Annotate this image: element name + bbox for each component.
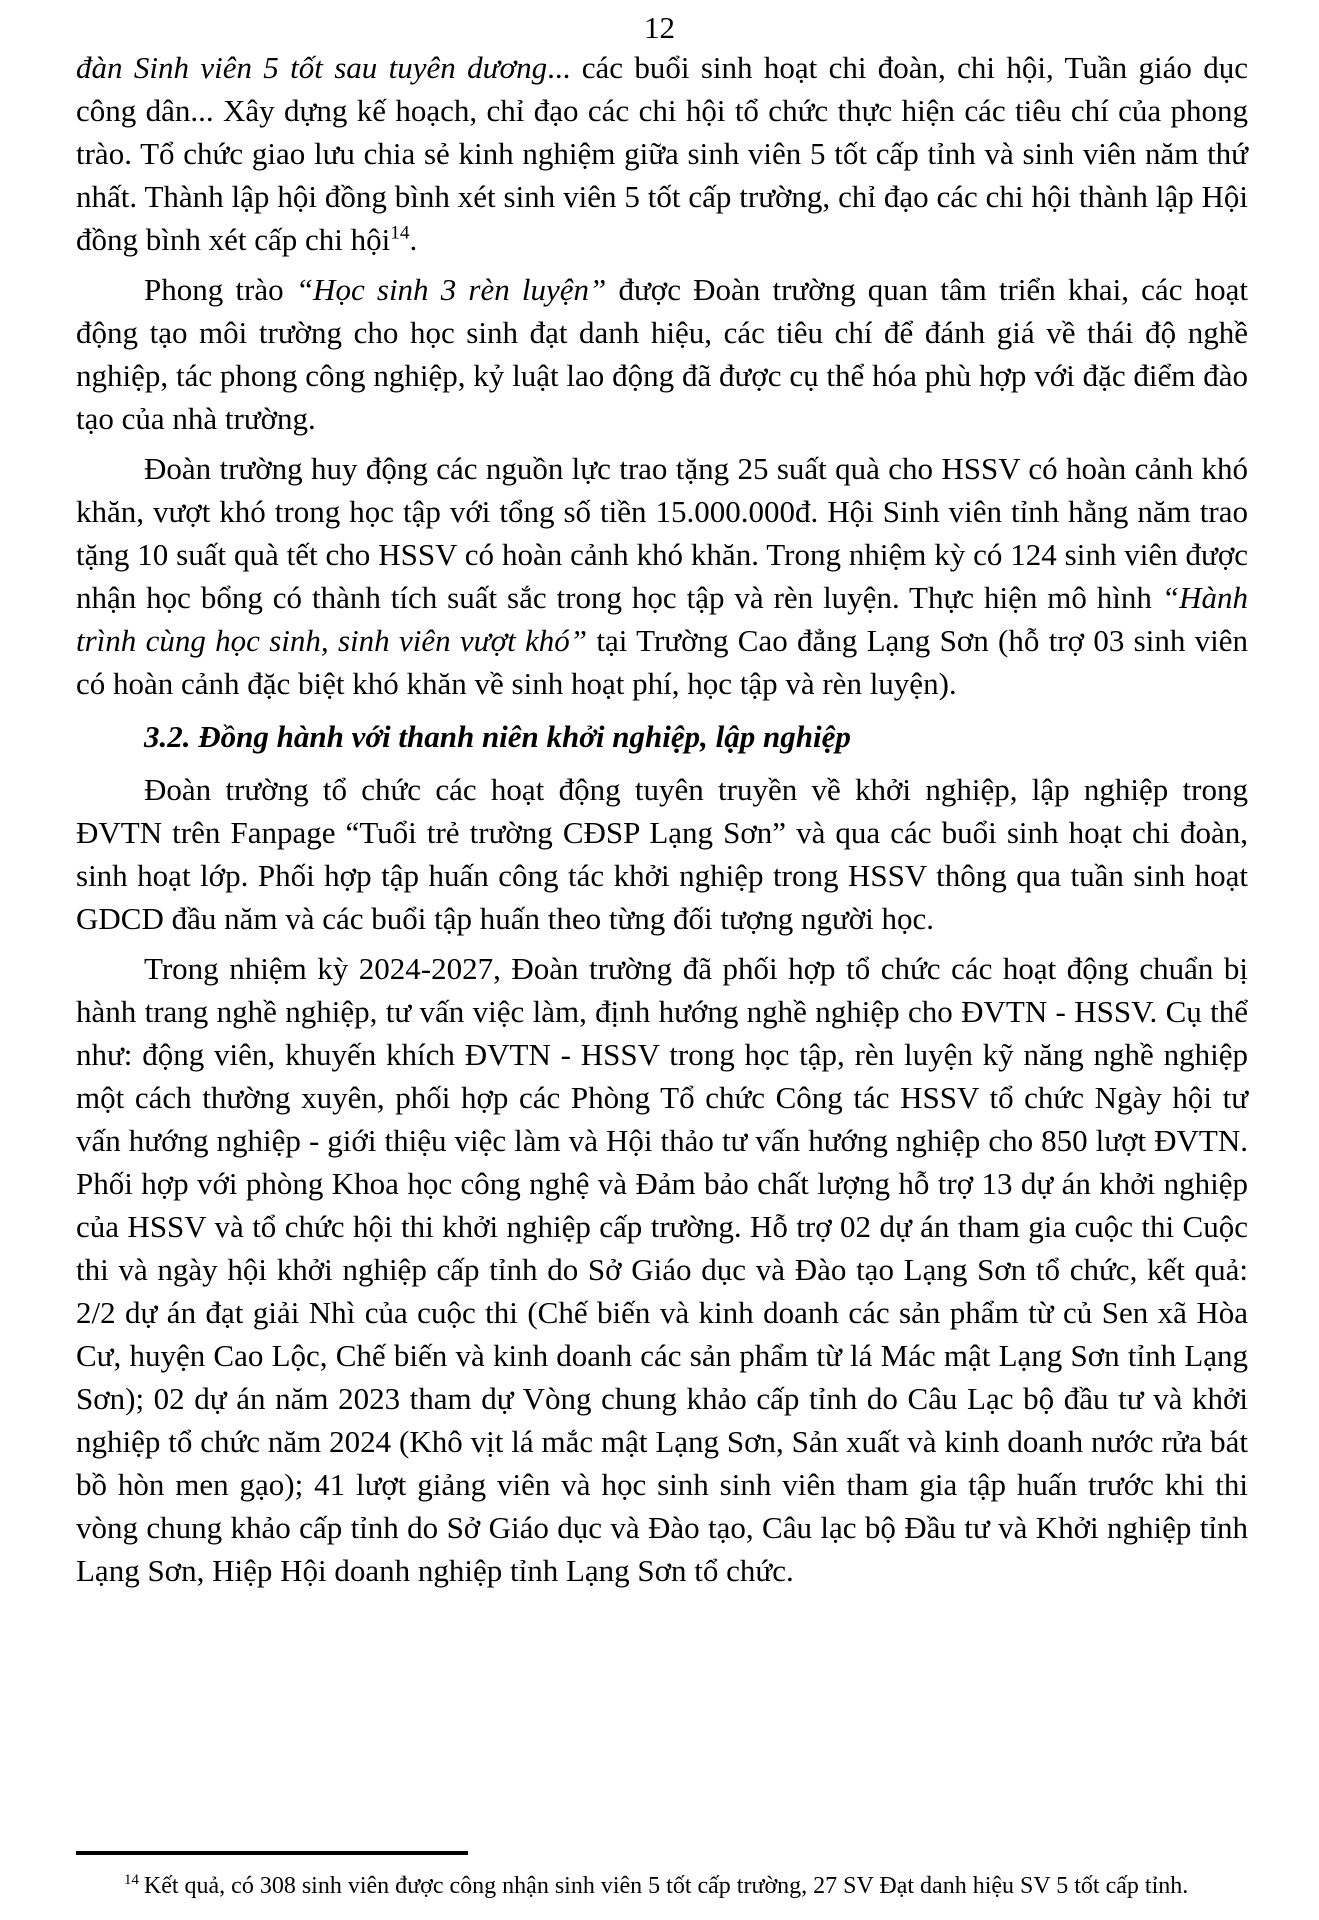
footnote-text: Kết quả, có 308 sinh viên được công nhận sinh viên 5 tốt cấp trường, 27 SV Đạt danh hiệu SV 5 tốt cấp tỉnh. (143, 1873, 1189, 1899)
section-heading (76, 715, 1248, 758)
page-number: 12 (644, 10, 675, 45)
text-segment: Phong trào (144, 272, 296, 307)
text-segment: Trong nhiệm kỳ 2024-2027, Đoàn trường đã phối hợp tổ chức các hoạt động chuẩn bị hành trang nghề nghiệp, tư vấn việc làm, định hướng nghề nghiệp cho ĐVTN - HSSV. Cụ thể như: động viên, khuyến khích ĐVTN - HSSV trong học tập, rèn luyện kỹ năng nghề nghiệp một cách thường xuyên, phối hợp các Phòng Tổ chức Công tác HSSV tổ chức Ngày hội tư vấn hướng nghiệp - giới thiệu việc làm và Hội thảo tư vấn hướng nghiệp cho 850 lượt ĐVTN. Phối hợp với phòng Khoa học công nghệ và Đảm bảo chất lượng hỗ trợ 13 dự án khởi nghiệp của HSSV và tổ chức hội thi khởi nghiệp cấp trường. Hỗ trợ 02 dự án tham gia cuộc thi Cuộc thi và ngày hội khởi nghiệp cấp tỉnh do Sở Giáo dục và Đào tạo Lạng Sơn tổ chức, kết quả: 2/2 dự án đạt giải Nhì của cuộc thi (Chế biến và kinh doanh các sản phẩm từ củ Sen xã Hòa Cư, huyện Cao Lộc, Chế biến và kinh doanh các sản phẩm từ lá Mác mật Lạng Sơn tỉnh Lạng Sơn); 02 dự án năm 2023 tham dự Vòng chung khảo cấp tỉnh do Câu Lạc bộ đầu tư và khởi nghiệp tổ chức năm 2024 (Khô vịt lá mắc mật Lạng Sơn, Sản xuất và kinh doanh nước rửa bát bồ hòn men gạo); 41 lượt giảng viên và học sinh sinh viên tham gia tập huấn trước khi thi vòng chung khảo cấp tỉnh do Sở Giáo dục và Đào tạo, Câu lạc bộ Đầu tư và Khởi nghiệp tỉnh Lạng Sơn, Hiệp Hội doanh nghiệp tỉnh Lạng Sơn tổ chức. (76, 951, 1248, 1588)
text-segment: 3.2. Đồng hành với thanh niên khởi nghiệp, lập nghiệp (144, 719, 851, 754)
document-body (76, 46, 1248, 1599)
paragraph (76, 768, 1248, 940)
text-segment: “Học sinh 3 rèn luyện” (295, 272, 607, 307)
paragraph (76, 268, 1248, 440)
footnote-area (76, 1851, 1248, 1902)
footnote-separator (76, 1851, 468, 1855)
footnote-marker: 14 (124, 1872, 139, 1888)
text-segment: tại Trường Cao đẳng Lạng Sơn (hỗ trợ 03 sinh viên có hoàn cảnh đặc biệt khó khăn về sinh hoạt phí, học tập và rèn luyện). (76, 623, 1249, 701)
text-segment: . (409, 222, 418, 257)
paragraph (76, 447, 1248, 705)
text-segment: Đoàn trường huy động các nguồn lực trao tặng 25 suất quà cho HSSV có hoàn cảnh khó khăn, vượt khó trong học tập với tổng số tiền 15.000.000đ. Hội Sinh viên tỉnh hằng năm trao tặng 10 suất quà tết cho HSSV có hoàn cảnh khó khăn. Trong nhiệm kỳ có 124 sinh viên được nhận học bổng có thành tích suất sắc trong học tập và rèn luyện. Thực hiện mô hình (76, 451, 1248, 615)
text-segment: “Hành trình cùng học sinh, sinh viên vượt khó” (76, 580, 1248, 658)
text-segment: ... các buổi sinh hoạt chi đoàn, chi hội, Tuần giáo dục công dân... Xây dựng kế hoạch, chỉ đạo các chi hội tổ chức thực hiện các tiêu chí của phong trào. Tổ chức giao lưu chia sẻ kinh nghiệm giữa sinh viên 5 tốt cấp tỉnh và sinh viên năm thứ nhất. Thành lập hội đồng bình xét sinh viên 5 tốt cấp trường, chỉ đạo các chi hội thành lập Hội đồng bình xét cấp chi hội (76, 50, 1248, 257)
text-segment: đàn Sinh viên 5 tốt sau tuyên dương (76, 50, 548, 85)
text-segment: Đoàn trường tổ chức các hoạt động tuyên truyền về khởi nghiệp, lập nghiệp trong ĐVTN trên Fanpage “Tuổi trẻ trường CĐSP Lạng Sơn” và qua các buổi sinh hoạt chi đoàn, sinh hoạt lớp. Phối hợp tập huấn công tác khởi nghiệp trong HSSV thông qua tuần sinh hoạt GDCD đầu năm và các buổi tập huấn theo từng đối tượng người học. (76, 772, 1248, 936)
paragraph (76, 947, 1248, 1592)
footnote-reference: 14 (390, 222, 410, 244)
footnote (76, 1871, 1248, 1902)
text-segment: được Đoàn trường quan tâm triển khai, các hoạt động tạo môi trường cho học sinh đạt danh hiệu, các tiêu chí để đánh giá về thái độ nghề nghiệp, tác phong công nghiệp, kỷ luật lao động đã được cụ thể hóa phù hợp với đặc điểm đào tạo của nhà trường. (76, 272, 1249, 436)
paragraph (76, 46, 1248, 261)
